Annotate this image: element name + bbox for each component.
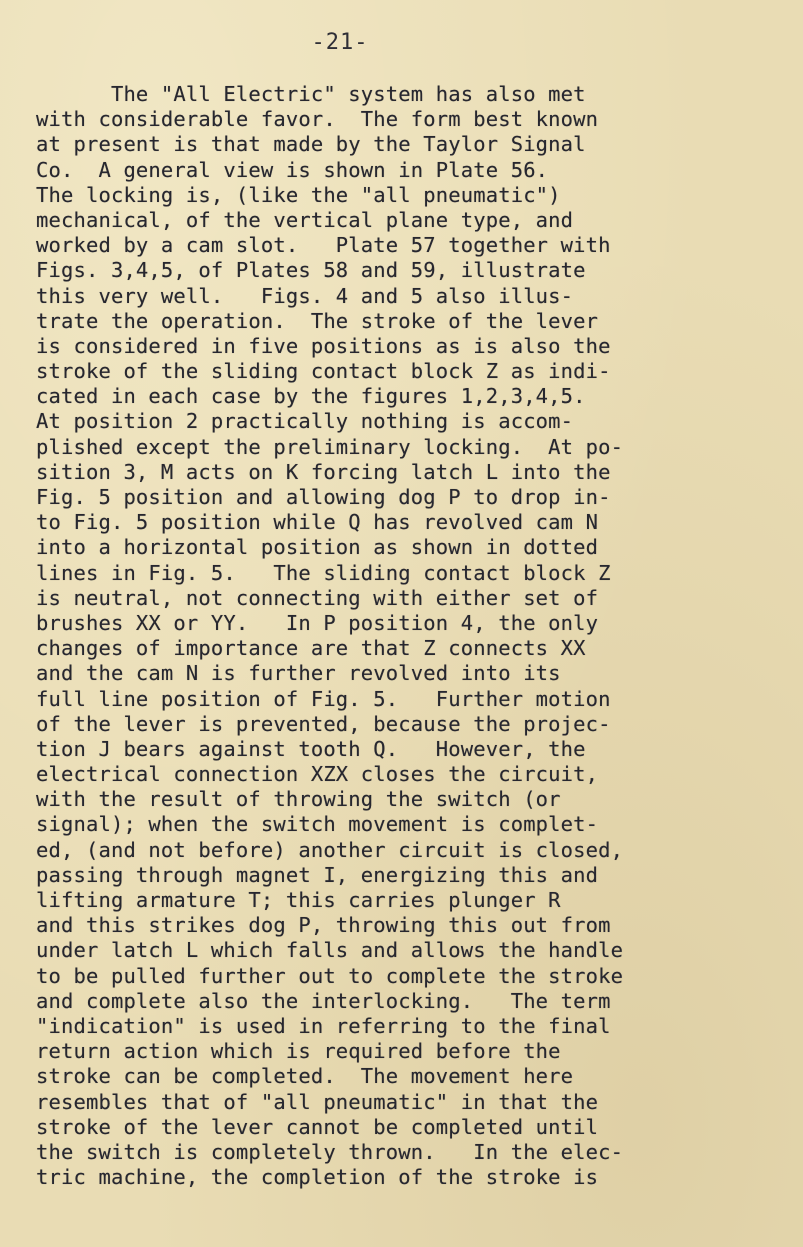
text-line: passing through magnet I, energizing this and: [36, 862, 599, 887]
text-line: with considerable favor. The form best known: [36, 107, 599, 132]
text-line: stroke can be completed. The movement here: [36, 1064, 574, 1089]
text-line: At position 2 practically nothing is accom-: [36, 409, 574, 434]
text-line: tion J bears against tooth Q. However, the: [36, 736, 586, 761]
text-line: to Fig. 5 position while Q has revolved cam N: [36, 510, 599, 535]
text-line: cated in each case by the figures 1,2,3,4,5.: [36, 384, 586, 409]
text-line: with the result of throwing the switch (or: [36, 787, 561, 812]
text-line: and complete also the interlocking. The term: [36, 988, 611, 1013]
text-line: trate the operation. The stroke of the lever: [36, 308, 599, 333]
text-line: into a horizontal position as shown in dotted: [36, 535, 599, 560]
text-line: plished except the preliminary locking. At po-: [36, 434, 624, 459]
text-line: and the cam N is further revolved into its: [36, 661, 561, 686]
text-line: The locking is, (like the "all pneumatic"): [36, 182, 561, 207]
text-line: signal); when the switch movement is complet-: [36, 812, 599, 837]
text-line: worked by a cam slot. Plate 57 together with: [36, 233, 611, 258]
text-line: The "All Electric" system has also met: [36, 82, 586, 106]
text-line: and this strikes dog P, throwing this out from: [36, 913, 611, 938]
page-number: -21-: [311, 30, 369, 55]
text-line: electrical connection XZX closes the circuit,: [36, 762, 599, 787]
text-line: under latch L which falls and allows the handle: [36, 938, 624, 963]
text-line: changes of importance are that Z connects XX: [36, 636, 586, 661]
text-line: mechanical, of the vertical plane type, and: [36, 207, 574, 232]
text-line: brushes XX or YY. In P position 4, the only: [36, 610, 599, 635]
text-line: sition 3, M acts on K forcing latch L into the: [36, 459, 611, 484]
text-line: resembles that of "all pneumatic" in that the: [36, 1089, 599, 1114]
text-line: Figs. 3,4,5, of Plates 58 and 59, illustrate: [36, 258, 586, 283]
text-line: lines in Fig. 5. The sliding contact block Z: [36, 560, 611, 585]
text-line: at present is that made by the Taylor Signal: [36, 132, 586, 157]
text-line: Co. A general view is shown in Plate 56.: [36, 157, 549, 182]
text-line: full line position of Fig. 5. Further motion: [36, 686, 611, 711]
text-line: stroke of the sliding contact block Z as indi-: [36, 359, 611, 384]
body-text: [36, 82, 796, 1190]
text-line: of the lever is prevented, because the projec-: [36, 711, 611, 736]
text-line: lifting armature T; this carries plunger R: [36, 888, 561, 912]
text-line: tric machine, the completion of the stroke is: [36, 1165, 599, 1190]
text-line: is neutral, not connecting with either set of: [36, 585, 599, 610]
text-line: is considered in five positions as is also the: [36, 333, 611, 358]
text-line: stroke of the lever cannot be completed until: [36, 1114, 599, 1139]
text-line: this very well. Figs. 4 and 5 also illus-: [36, 283, 574, 308]
text-line: the switch is completely thrown. In the elec-: [36, 1139, 624, 1164]
text-line: Fig. 5 position and allowing dog P to drop in-: [36, 485, 611, 509]
text-line: to be pulled further out to complete the stroke: [36, 963, 624, 988]
text-line: "indication" is used in referring to the final: [36, 1013, 611, 1038]
text-line: return action which is required before the: [36, 1039, 561, 1064]
text-line: ed, (and not before) another circuit is closed,: [36, 837, 624, 862]
